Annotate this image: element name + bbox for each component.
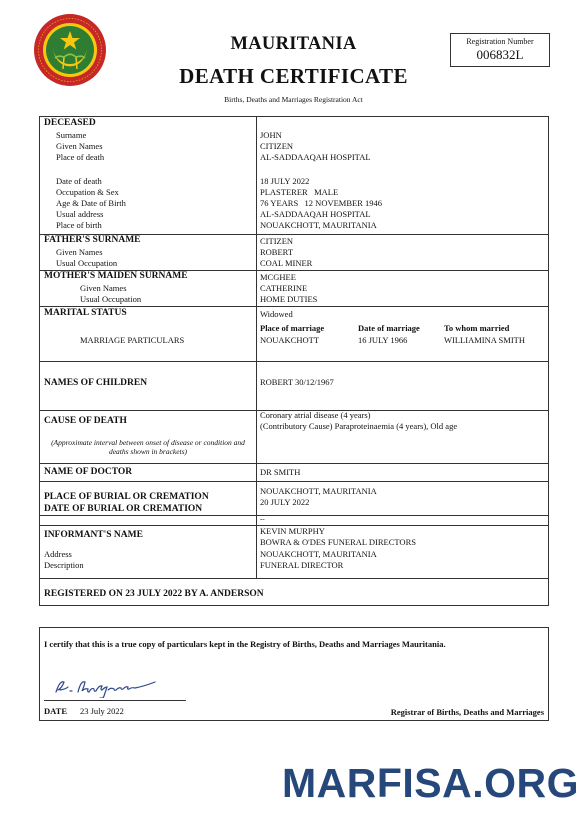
mother-occupation-label: Usual Occupation <box>80 294 142 304</box>
watermark-part-2: RFISA.ORG <box>346 760 580 806</box>
marital-status: Widowed <box>260 309 293 319</box>
deceased-age-dob: 76 YEARS 12 NOVEMBER 1946 <box>260 198 382 208</box>
certification-box <box>39 627 549 721</box>
registration-act: Births, Deaths and Marriages Registration Act <box>224 95 363 104</box>
father-given-names: ROBERT <box>260 247 294 257</box>
label-surname: Surname <box>56 130 87 140</box>
father-surname: CITIZEN <box>260 236 294 246</box>
cert-date-label: DATE <box>44 706 67 716</box>
deceased-occupation-sex: PLASTERER MALE <box>260 187 339 197</box>
informant-name: KEVIN MURPHY <box>260 526 325 536</box>
doctor-name: DR SMITH <box>260 467 301 477</box>
mother-occupation: HOME DUTIES <box>260 294 318 304</box>
marriage-spouse: WILLIAMINA SMITH <box>444 335 525 345</box>
registrar-signature <box>52 676 182 703</box>
father-heading: FATHER'S SURNAME <box>44 235 141 245</box>
burial-date: 20 JULY 2022 <box>260 497 310 507</box>
father-given-label: Given Names <box>56 247 103 257</box>
registrar-title: Registrar of Births, Deaths and Marriages <box>390 707 544 717</box>
deceased-usual-address: AL-SADDAAQAH HOSPITAL <box>260 209 371 219</box>
mother-given-label: Given Names <box>80 283 127 293</box>
registered-statement: REGISTERED ON 23 JULY 2022 BY A. ANDERSON <box>44 589 264 599</box>
label-place-of-birth: Place of birth <box>56 220 102 230</box>
label-given-names: Given Names <box>56 141 103 151</box>
marriage-particulars-label: MARRIAGE PARTICULARS <box>80 335 185 345</box>
father-occupation: COAL MINER <box>260 258 313 268</box>
col-to-whom-married: To whom married <box>444 323 510 333</box>
registration-number: 006832L <box>476 47 524 62</box>
cause-line-2: (Contributory Cause) Paraproteinaemia (4 years), Old age <box>260 421 458 431</box>
cause-heading: CAUSE OF DEATH <box>44 416 127 426</box>
cert-date: 23 July 2022 <box>80 706 124 716</box>
deceased-given-names: CITIZEN <box>260 141 294 151</box>
certification-statement: I certify that this is a true copy of particulars kept in the Registry of Births, Deaths and Marriages Mauritania. <box>44 639 446 649</box>
label-usual-address: Usual address <box>56 209 104 219</box>
registration-number-box <box>450 33 550 67</box>
marriage-date: 16 JULY 1966 <box>358 335 408 345</box>
deceased-surname: JOHN <box>260 130 282 140</box>
burial-place: NOUAKCHOTT, MAURITANIA <box>260 486 377 496</box>
doctor-heading: NAME OF DOCTOR <box>44 467 133 477</box>
deceased-date-of-death: 18 JULY 2022 <box>260 176 310 186</box>
burial-dash: -- <box>260 515 265 523</box>
informant-description-label: Description <box>44 560 84 570</box>
informant-description: FUNERAL DIRECTOR <box>260 560 344 570</box>
mother-heading: MOTHER'S MAIDEN SURNAME <box>44 271 188 281</box>
father-occupation-label: Usual Occupation <box>56 258 118 268</box>
mother-surname: MCGHEE <box>260 272 296 282</box>
cause-note: (Approximate interval between onset of disease or condition and deaths shown in brackets) <box>51 438 245 456</box>
certificate-table <box>39 116 549 606</box>
children-names: ROBERT 30/12/1967 <box>260 377 334 387</box>
deceased-place-of-death: AL-SADDAAQAH HOSPITAL <box>260 152 371 162</box>
children-heading: NAMES OF CHILDREN <box>44 378 148 388</box>
marriage-place: NOUAKCHOTT <box>260 335 320 345</box>
label-date-of-death: Date of death <box>56 176 102 186</box>
informant-heading: INFORMANT'S NAME <box>44 530 143 540</box>
col-date-of-marriage: Date of marriage <box>358 323 420 333</box>
cause-line-1: Coronary atrial disease (4 years) <box>260 410 371 420</box>
burial-date-heading: DATE OF BURIAL OR CREMATION <box>44 504 203 514</box>
marital-heading: MARITAL STATUS <box>44 308 127 318</box>
informant-address: NOUAKCHOTT, MAURITANIA <box>260 549 377 559</box>
watermark-part-1: MA <box>282 760 347 806</box>
informant-address-label: Address <box>44 549 72 559</box>
informant-company: BOWRA & O'DES FUNERAL DIRECTORS <box>260 537 416 547</box>
col-place-of-marriage: Place of marriage <box>260 323 325 333</box>
label-occupation-sex: Occupation & Sex <box>56 187 119 197</box>
burial-place-heading: PLACE OF BURIAL OR CREMATION <box>44 492 209 502</box>
deceased-heading: DECEASED <box>44 118 96 128</box>
label-place-of-death: Place of death <box>56 152 105 162</box>
document-title: DEATH CERTIFICATE <box>179 64 408 88</box>
deceased-place-of-birth: NOUAKCHOTT, MAURITANIA <box>260 220 377 230</box>
country-name: MAURITANIA <box>230 34 357 54</box>
label-age-dob: Age & Date of Birth <box>56 198 126 208</box>
registration-number-label: Registration Number <box>466 37 534 46</box>
mother-given-names: CATHERINE <box>260 283 308 293</box>
marfisa-watermark <box>282 760 579 807</box>
